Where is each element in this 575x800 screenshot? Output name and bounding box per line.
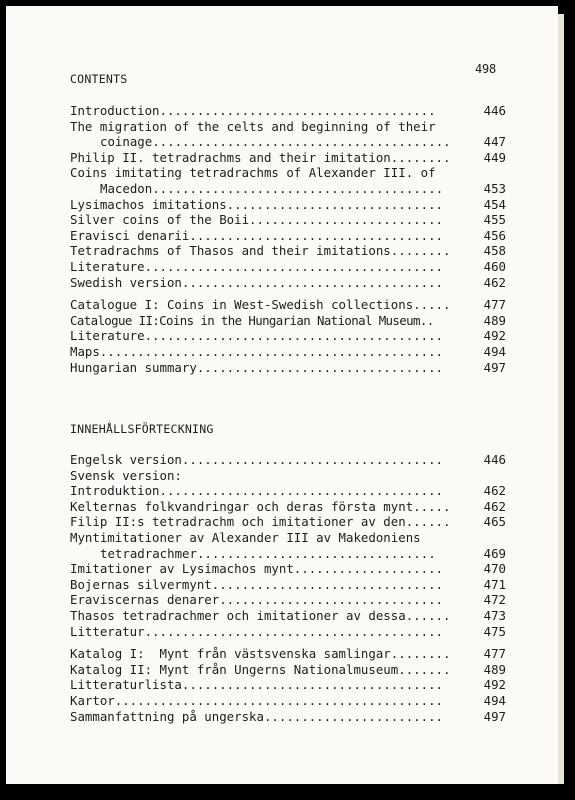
toc-entry: Maps.............................................. 494 [70, 343, 506, 359]
toc-entry: Introduktion...................................... 462 [70, 483, 506, 499]
toc-entry: Engelsk version................................... 446 [70, 452, 506, 467]
page-number: 498 [475, 62, 497, 76]
toc-entry: Eraviscernas denarer.............................. 472 [70, 592, 506, 608]
toc-entry: Lysimachos imitations............................. 454 [70, 196, 506, 212]
toc-entry: Macedon....................................... 453 [100, 180, 506, 196]
document-page [6, 6, 558, 784]
toc-entry: Imitationer av Lysimachos mynt.................... 470 [70, 561, 506, 577]
toc-entry: Catalogue I: Coins in West-Swedish collections..... 477 [70, 297, 506, 313]
toc-entry: Tetradrachms of Thasos and their imitations........ 458 [70, 243, 506, 259]
toc-entry: Hungarian summary................................. 497 [70, 359, 506, 375]
toc-entry: Kartor............................................ 494 [70, 692, 506, 708]
toc-entry: Catalogue II:Coins in the Hungarian National Museum.. 489 [70, 312, 506, 328]
toc-entry: Filip II:s tetradrachm och imitationer av den...... 465 [70, 514, 506, 530]
toc-entry: tetradrachmer................................ 469 [100, 545, 506, 561]
page-edge [558, 14, 564, 784]
toc-entry: Literature........................................ 492 [70, 328, 506, 344]
toc-entry: Katalog I: Mynt från västsvenska samlingar........ 477 [70, 646, 506, 662]
toc-entry: The migration of the celts and beginning of their [70, 118, 436, 134]
toc-entry: Sammanfattning på ungerska........................ 497 [70, 708, 506, 724]
toc-entry: Literature........................................ 460 [70, 258, 506, 274]
toc-entry: Eravisci denarii.................................. 456 [70, 227, 506, 243]
toc-entry: Introduction..................................... 446 [70, 103, 506, 118]
toc-entry: Bojernas silvermynt............................... 471 [70, 576, 506, 592]
toc-entry: Svensk version: [70, 467, 182, 483]
toc-entry: Myntimitationer av Alexander III av Makedoniens [70, 529, 421, 545]
contents-heading: CONTENTS [70, 72, 128, 86]
innehall-heading: INNEHÅLLSFÖRTECKNING [70, 422, 214, 436]
toc-entry: Kelternas folkvandringar och deras första mynt..... 462 [70, 498, 506, 514]
toc-entry: Silver coins of the Boii.......................... 455 [70, 212, 506, 228]
toc-entry: Swedish version................................... 462 [70, 274, 506, 290]
toc-entry: Coins imitating tetradrachms of Alexander III. of [70, 165, 436, 181]
toc-entry: Litteraturlista................................... 492 [70, 677, 506, 693]
contents-list [70, 103, 506, 375]
toc-entry: Philip II. tetradrachms and their imitation........ 449 [70, 149, 506, 165]
innehall-list [70, 452, 506, 724]
toc-entry: Litteratur........................................ 475 [70, 623, 506, 639]
toc-entry: Thasos tetradrachmer och imitationer av dessa...... 473 [70, 607, 506, 623]
toc-entry: Katalog II: Mynt från Ungerns Nationalmuseum....... 489 [70, 661, 506, 677]
toc-entry: coinage........................................ 447 [100, 134, 506, 150]
